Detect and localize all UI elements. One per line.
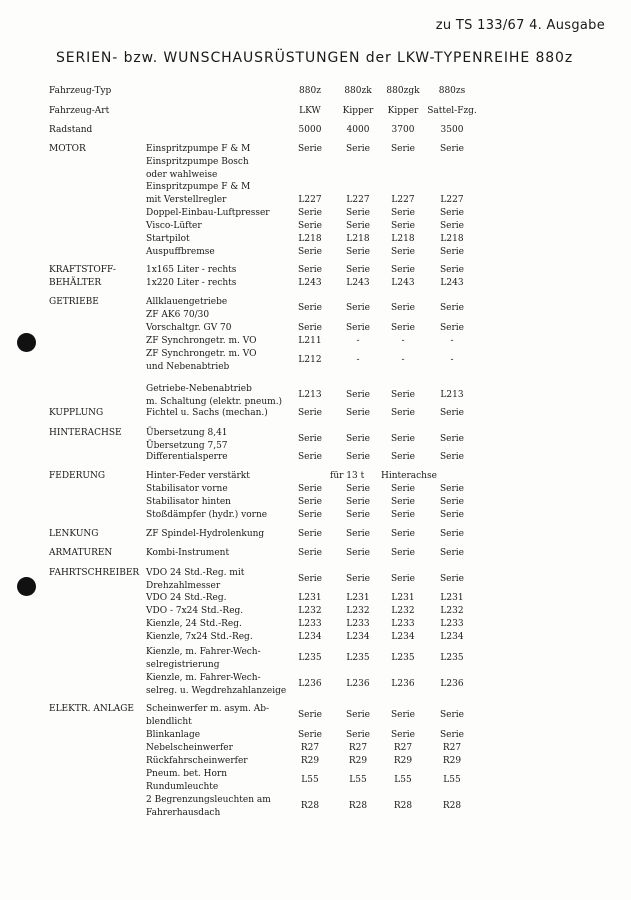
cell-value: Serie [391,390,415,401]
cell-value: Serie [440,221,464,231]
cell-value: Serie [440,484,464,494]
feature-label: Fahrerhausdach [146,807,221,818]
cell-value: L234 [440,632,464,642]
header-value: 880zk [344,86,372,96]
section-label: GETRIEBE [49,297,99,307]
cell-value: Serie [346,452,370,462]
cell-value: Serie [346,548,370,558]
cell-value: L235 [346,653,370,664]
feature-label: ZF Synchrongetr. m. VO [146,336,257,346]
feature-label: Auspuffbremse [146,247,215,257]
feature-label: Kombi-Instrument [146,548,230,558]
feature-label: Einspritzpumpe Bosch [146,157,249,167]
feature-label: und Nebenabtrieb [146,361,230,372]
section-label: LENKUNG [49,529,99,539]
cell-value: Serie [346,390,370,401]
header-value: 5000 [298,125,322,135]
cell-value: R29 [300,756,320,766]
cell-value: Serie [298,497,322,507]
document-reference: zu TS 133/67 4. Ausgabe [435,18,605,33]
feature-label: Fichtel u. Sachs (mechan.) [146,408,268,418]
cell-value: Serie [298,208,322,218]
feature-label: Stoßdämpfer (hydr.) vorne [146,510,268,520]
cell-value: L232 [391,606,415,616]
cell-value: L236 [440,679,464,690]
header-value: 4000 [346,125,370,135]
cell-value: L233 [440,619,464,629]
section-label: KUPPLUNG [49,408,104,418]
feature-label: ZF AK6 70/30 [146,309,210,320]
cell-value: Serie [298,730,322,740]
header-label: Fahrzeug-Art [49,106,110,116]
cell-value: Serie [298,434,322,445]
feature-label: Kienzle, m. Fahrer-Wech- [146,647,261,657]
header-value: Kipper [342,106,374,116]
cell-value: L218 [440,234,464,244]
feature-label: ZF Spindel-Hydrolenkung [146,529,265,539]
cell-value: R29 [393,756,413,766]
feature-label: oder wahlweise [146,169,218,180]
cell-value: Serie [391,434,415,445]
header-value: Sattel-Fzg. [427,106,477,116]
cell-value: Serie [440,548,464,558]
cell-value: Serie [391,247,415,257]
cell-value: Serie [298,408,322,418]
header-value: 880zs [438,86,466,96]
cell-value: L231 [440,593,464,603]
cell-value: Serie [298,548,322,558]
cell-value: Serie [346,574,370,585]
feature-label: ZF Synchrongetr. m. VO [146,349,257,359]
cell-value: Serie [346,510,370,520]
section-label: ELEKTR. ANLAGE [49,704,134,714]
cell-value: L213 [298,390,322,401]
feature-label: Hinter-Feder verstärkt [146,471,250,481]
cell-value: L218 [298,234,322,244]
header-label: Fahrzeug-Typ [49,86,112,96]
header-value: Kipper [387,106,419,116]
feature-label: VDO 24 Std.-Reg. mit [146,568,245,578]
feature-label: Rundumleuchte [146,781,219,792]
cell-value: Serie [346,144,370,154]
cell-value: L55 [394,775,412,786]
cell-value: R27 [348,743,368,753]
cell-value: Serie [391,144,415,154]
section-label: HINTERACHSE [49,428,122,438]
cell-value: L231 [346,593,370,603]
cell-value: L227 [440,195,464,206]
cell-value: L55 [301,775,319,786]
feature-label: mit Verstellregler [146,195,227,206]
cell-value: Serie [298,144,322,154]
cell-value: L227 [298,195,322,206]
cell-value: Serie [391,529,415,539]
cell-value: Serie [440,529,464,539]
cell-value: Serie [298,303,322,314]
cell-value: L55 [443,775,461,786]
cell-value: Serie [440,497,464,507]
feature-label: Nebelscheinwerfer [146,743,233,753]
cell-value: Serie [346,303,370,314]
cell-value: Serie [391,208,415,218]
header-value: 880z [299,86,321,96]
feature-label: blendlicht [146,716,192,727]
feature-label: Drehzahlmesser [146,580,221,591]
cell-value: Serie [391,510,415,520]
cell-value: - [450,355,454,366]
cell-value: L243 [440,278,464,288]
cell-value: Serie [298,529,322,539]
cell-value: L227 [391,195,415,206]
punch-hole-lower [17,577,36,596]
cell-value: Serie [440,730,464,740]
cell-value: L218 [391,234,415,244]
cell-value: Serie [440,434,464,445]
feature-label: Getriebe-Nebenabtrieb [146,384,252,394]
cell-value: L212 [298,355,322,366]
cell-value: Serie [391,323,415,333]
cell-value: Serie [391,548,415,558]
cell-value: Serie [440,510,464,520]
cell-value: Serie [391,265,415,275]
cell-value: R28 [393,801,413,812]
cell-value: Serie [346,265,370,275]
cell-value: Serie [346,434,370,445]
cell-value: L236 [298,679,322,690]
cell-value: L231 [298,593,322,603]
cell-value: Serie [391,452,415,462]
feature-label: VDO 24 Std.-Reg. [146,593,227,603]
header-value: 880zgk [386,86,420,96]
cell-value: L234 [298,632,322,642]
cell-value: Serie [346,323,370,333]
feature-label: Stabilisator hinten [146,497,231,507]
cell-value: - [401,355,405,366]
cell-value: L213 [440,390,464,401]
feature-label: Übersetzung 7,57 [146,440,228,451]
punch-hole-upper [17,333,36,352]
cell-value: Serie [440,408,464,418]
cell-value: Serie [298,710,322,721]
feature-label: Blinkanlage [146,730,201,740]
feature-label: Differentialsperre [146,452,228,462]
page-title: SERIEN- bzw. WUNSCHAUSRÜSTUNGEN der LKW-TYPENREIHE 880z [56,50,574,66]
feature-label: Einspritzpumpe F & M [146,182,251,193]
feature-label: Startpilot [146,234,190,244]
cell-value: L55 [349,775,367,786]
cell-value: Serie [440,247,464,257]
cell-value: Serie [440,452,464,462]
cell-value: L227 [346,195,370,206]
cell-value: Serie [391,497,415,507]
cell-value: Serie [346,529,370,539]
cell-value: Serie [346,484,370,494]
header-value: 3700 [391,125,415,135]
cell-value: Serie [391,484,415,494]
feature-label: Vorschaltgr. GV 70 [146,323,232,333]
header-value: LKW [299,106,321,116]
row-note: für 13 t [330,471,365,481]
cell-value: R28 [348,801,368,812]
feature-label: 1x220 Liter - rechts [146,278,237,288]
cell-value: R28 [300,801,320,812]
section-label: ARMATUREN [49,548,113,558]
cell-value: Serie [298,221,322,231]
cell-value: - [356,336,360,346]
section-label: KRAFTSTOFF- [49,265,116,275]
feature-label: Stabilisator vorne [146,484,228,494]
cell-value: R27 [393,743,413,753]
feature-label: 1x165 Liter - rechts [146,265,237,275]
cell-value: Serie [346,208,370,218]
section-label: FEDERUNG [49,471,106,481]
feature-label: Pneum. bet. Horn [146,769,228,779]
cell-value: Serie [298,265,322,275]
cell-value: Serie [346,730,370,740]
cell-value: R27 [300,743,320,753]
cell-value: - [401,336,405,346]
cell-value: R29 [348,756,368,766]
cell-value: Serie [391,303,415,314]
cell-value: Serie [440,144,464,154]
cell-value: Serie [391,221,415,231]
cell-value: Serie [346,408,370,418]
cell-value: L235 [440,653,464,664]
feature-label: Doppel-Einbau-Luftpresser [146,208,270,218]
feature-label: Kienzle, 7x24 Std.-Reg. [146,632,253,642]
cell-value: Serie [391,710,415,721]
feature-label: Allklauengetriebe [146,297,228,307]
feature-label: Übersetzung 8,41 [146,428,228,438]
cell-value: - [450,336,454,346]
cell-value: - [356,355,360,366]
feature-label: Einspritzpumpe F & M [146,144,251,154]
feature-label: 2 Begrenzungsleuchten am [146,795,271,805]
cell-value: Serie [346,497,370,507]
cell-value: R27 [442,743,462,753]
cell-value: L243 [346,278,370,288]
cell-value: Serie [391,408,415,418]
feature-label: selregistrierung [146,659,220,670]
cell-value: L243 [298,278,322,288]
cell-value: Serie [391,574,415,585]
header-value: 3500 [440,125,464,135]
cell-value: L234 [346,632,370,642]
feature-label: Visco-Lüfter [146,221,202,231]
feature-label: m. Schaltung (elektr. pneum.) [146,396,283,407]
cell-value: Serie [391,730,415,740]
feature-label: VDO - 7x24 Std.-Reg. [146,606,244,616]
header-label: Radstand [49,125,93,135]
cell-value: L232 [440,606,464,616]
cell-value: L232 [298,606,322,616]
section-label: BEHÄLTER [49,277,102,288]
cell-value: L218 [346,234,370,244]
cell-value: R29 [442,756,462,766]
feature-label: Scheinwerfer m. asym. Ab- [146,704,270,714]
cell-value: Serie [298,247,322,257]
cell-value: Serie [346,247,370,257]
cell-value: Serie [298,574,322,585]
cell-value: L236 [391,679,415,690]
cell-value: Serie [440,208,464,218]
cell-value: L233 [346,619,370,629]
row-note: Hinterachse [381,471,437,481]
cell-value: Serie [298,510,322,520]
cell-value: L231 [391,593,415,603]
cell-value: Serie [440,265,464,275]
cell-value: L235 [391,653,415,664]
cell-value: L243 [391,278,415,288]
cell-value: L233 [298,619,322,629]
section-label: FAHRTSCHREIBER [49,568,140,578]
cell-value: L236 [346,679,370,690]
section-label: MOTOR [49,144,86,154]
cell-value: Serie [298,484,322,494]
cell-value: Serie [440,710,464,721]
cell-value: L232 [346,606,370,616]
cell-value: L233 [391,619,415,629]
feature-label: selreg. u. Wegdrehzahlanzeige [146,685,287,696]
cell-value: L211 [298,336,322,346]
cell-value: Serie [440,303,464,314]
cell-value: R28 [442,801,462,812]
feature-label: Kienzle, m. Fahrer-Wech- [146,673,261,683]
cell-value: Serie [298,323,322,333]
cell-value: Serie [346,710,370,721]
feature-label: Rückfahrscheinwerfer [146,756,248,766]
cell-value: Serie [440,574,464,585]
cell-value: L234 [391,632,415,642]
cell-value: Serie [298,452,322,462]
feature-label: Kienzle, 24 Std.-Reg. [146,619,242,629]
cell-value: Serie [346,221,370,231]
cell-value: Serie [440,323,464,333]
cell-value: L235 [298,653,322,664]
